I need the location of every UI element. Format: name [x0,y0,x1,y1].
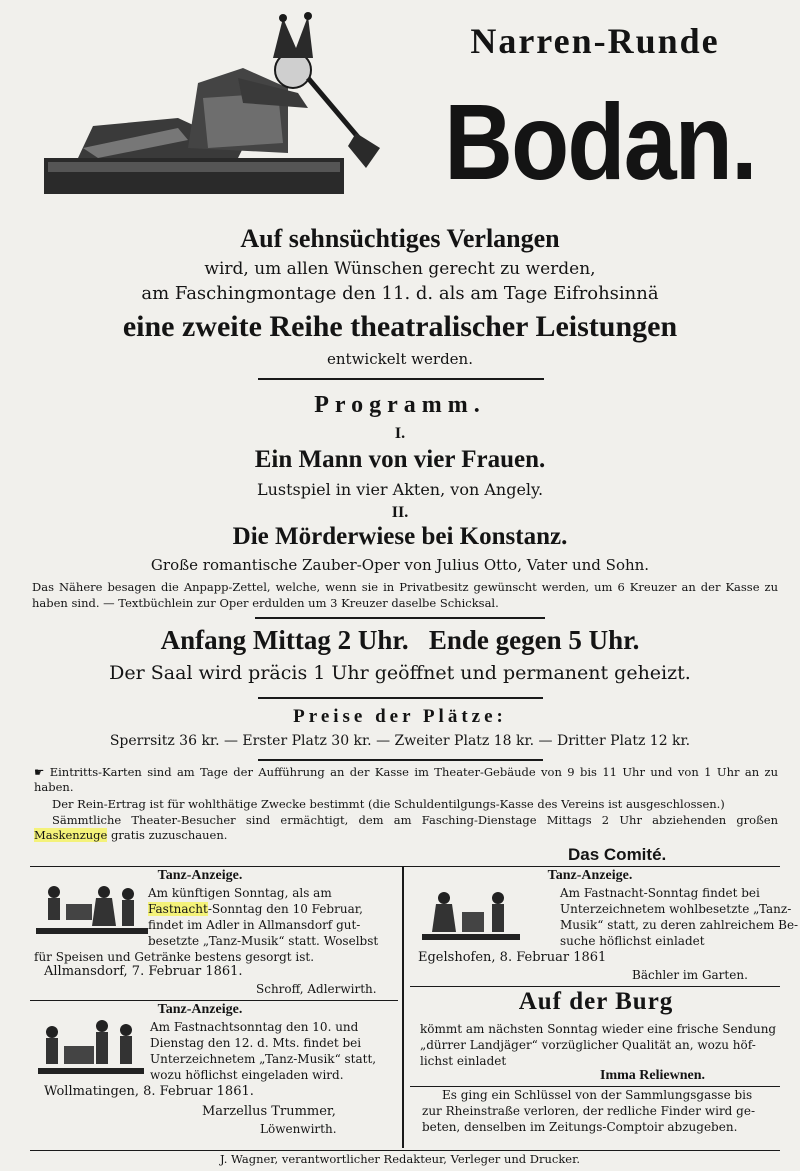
divider [258,759,543,761]
divider [255,617,545,619]
ad-line-3: Musik“ statt, zu deren zahlreichem Be- [560,918,799,932]
intro-line-2: wird, um allen Wünschen gerecht zu werden, [204,259,596,279]
divider [258,697,543,699]
ad-line-3: Unterzeichnetem „Tanz-Musik“ statt, [150,1052,377,1066]
play-1-subtitle: Lustspiel in vier Akten, von Angely. [256,480,544,499]
divider [410,1086,780,1087]
headline-main: Bodan. [444,81,756,202]
play-2-title: Die Mörderwiese bei Konstanz. [232,523,568,550]
ad-place-date: Egelshofen, 8. Februar 1861 [418,950,607,965]
ad-line-2: „dürrer Landjäger“ vorzüglicher Qualität an, wozu höf- [420,1038,756,1052]
ad-line-2: zur Rheinstraße verloren, der redliche Finder wird ge- [422,1104,756,1118]
play-1-title: Ein Mann von vier Frauen. [254,446,546,473]
jester-trumpet-illustration [38,8,383,198]
notice-tickets-text: Eintritts-Karten sind am Tage der Aufführung an der Kasse im Theater-Gebäude von 9 bis 11 Uhr und von 1 Uhr an zu haben. [34,765,778,794]
ad-signer: Marzellus Trummer, [202,1104,336,1119]
ad-signer-title: Löwenwirth. [260,1122,337,1136]
ad-dance-allmansdorf [30,868,398,998]
ad-fastnacht-highlight: Fastnacht [148,902,208,916]
hall-opening: Der Saal wird präcis 1 Uhr geöffnet und permanent geheizt. [109,662,691,684]
prices-line: Sperrsitz 36 kr. — Erster Platz 30 kr. — Zweiter Platz 18 kr. — Dritter Platz 12 kr. [109,733,691,749]
divider [410,986,780,987]
dancers-illustration [36,882,148,936]
ad-line-1: Am Fastnacht-Sonntag findet bei [560,886,760,900]
ad-signer: Bächler im Garten. [632,968,748,982]
dancing-couple-illustration [422,888,520,942]
programme-number-1: I. [394,425,406,442]
play-2-subtitle: Große romantische Zauber-Oper von Julius Otto, Vater und Sohn. [150,556,650,574]
intro-line-1: Auf sehnsüchtiges Verlangen [240,224,560,253]
ad-heading: Tanz-Anzeige. [157,868,243,883]
ad-line-2 [148,902,363,917]
ads-top-rule-right [404,866,780,867]
ads-column-divider [402,866,404,1148]
footer-rule [30,1150,780,1151]
ad-lost-key [410,1088,782,1148]
ad-line-1: Am Fastnachtsonntag den 10. und [150,1020,359,1034]
committee-signature: Das Comité. [568,845,667,864]
ad-signer: Schroff, Adlerwirth. [256,982,377,996]
programme-number-2: II. [391,504,409,521]
ad-heading: Tanz-Anzeige. [547,868,633,883]
ad-line-1: kömmt am nächsten Sonntag wieder eine frische Sendung [420,1022,777,1036]
ad-line-3: beten, denselben im Zeitungs-Comptoir abzugeben. [422,1120,738,1134]
ad-heading: Auf der Burg [518,988,674,1015]
ads-top-rule [30,866,406,867]
footer-imprint: J. Wagner, verantwortlicher Redakteur, Verleger und Drucker. [220,1152,580,1166]
pointing-hand-icon: ☛ [34,765,50,779]
notice-parade [34,813,778,843]
ad-place-date: Wollmatingen, 8. Februar 1861. [44,1084,254,1099]
notice-parade-highlight: Maskenzuge [34,828,108,842]
intro-line-5: entwickelt werden. [327,350,473,368]
notice-proceeds: Der Rein-Ertrag ist für wohlthätige Zwecke bestimmt (die Schuldentilgungs-Kasse des Vereins ist ausgeschlossen.) [52,797,725,811]
ad-line-1: Am künftigen Sonntag, als am [148,886,332,900]
notice-parade-a: Sämmtliche Theater-Besucher sind ermächtigt, dem am Fasching-Dienstage Mittags 2 Uhr abziehenden großen [52,813,778,827]
ad-line-2-text: -Sonntag den 10 Februar, [207,902,363,916]
notice-parade-b: gratis zuzuschauen. [111,828,228,842]
ad-line-3: lichst einladet [420,1054,507,1068]
ad-line-1: Es ging ein Schlüssel von der Sammlungsgasse bis [442,1088,753,1102]
ad-line-4: besetzte „Tanz-Musik“ statt. Woselbst [148,934,379,948]
ad-signer: Imma Reliewnen. [600,1068,705,1083]
ad-line-3: findet im Adler in Allmansdorf gut- [148,918,361,932]
ad-line-4: wozu höflichst eingeladen wird. [150,1068,344,1082]
ad-line-4: suche höflichst einladet [560,934,705,948]
ad-line-2: Dienstag den 12. d. Mts. findet bei [150,1036,362,1050]
divider [30,1000,398,1001]
ad-dance-egelshofen [410,868,799,983]
ad-dance-wollmatingen [30,1002,398,1148]
ad-line-5: für Speisen und Getränke bestens gesorgt ist. [34,950,315,964]
musicians-illustration [38,1018,144,1076]
ad-auf-der-burg [410,988,782,1084]
start-end-times: Anfang Mittag 2 Uhr. Ende gegen 5 Uhr. [160,625,640,655]
divider [258,378,544,380]
intro-line-3: am Faschingmontage den 11. d. als am Tage Eifrohsinnä [141,283,659,304]
prices-heading: Preise der Plätze: [293,706,507,727]
intro-line-4: eine zweite Reihe theatralischer Leistungen [122,310,678,343]
notice-tickets [34,765,778,795]
headline-top: Narren-Runde [470,21,720,61]
ad-heading: Tanz-Anzeige. [157,1002,243,1017]
programme-note: Das Nähere besagen die Anpapp-Zettel, welche, wenn sie in Privatbesitz gewünscht werden, um 6 Kreuzer an der Kasse zu haben sind. — Textbüchlein zur Oper erdulden um 3 Kreuzer daselbe Schicksal. [32,580,778,610]
ad-line-2: Unterzeichnetem wohlbesetzte „Tanz- [560,902,792,916]
programme-heading: Programm. [314,392,486,418]
ad-place-date: Allmansdorf, 7. Februar 1861. [44,964,243,979]
